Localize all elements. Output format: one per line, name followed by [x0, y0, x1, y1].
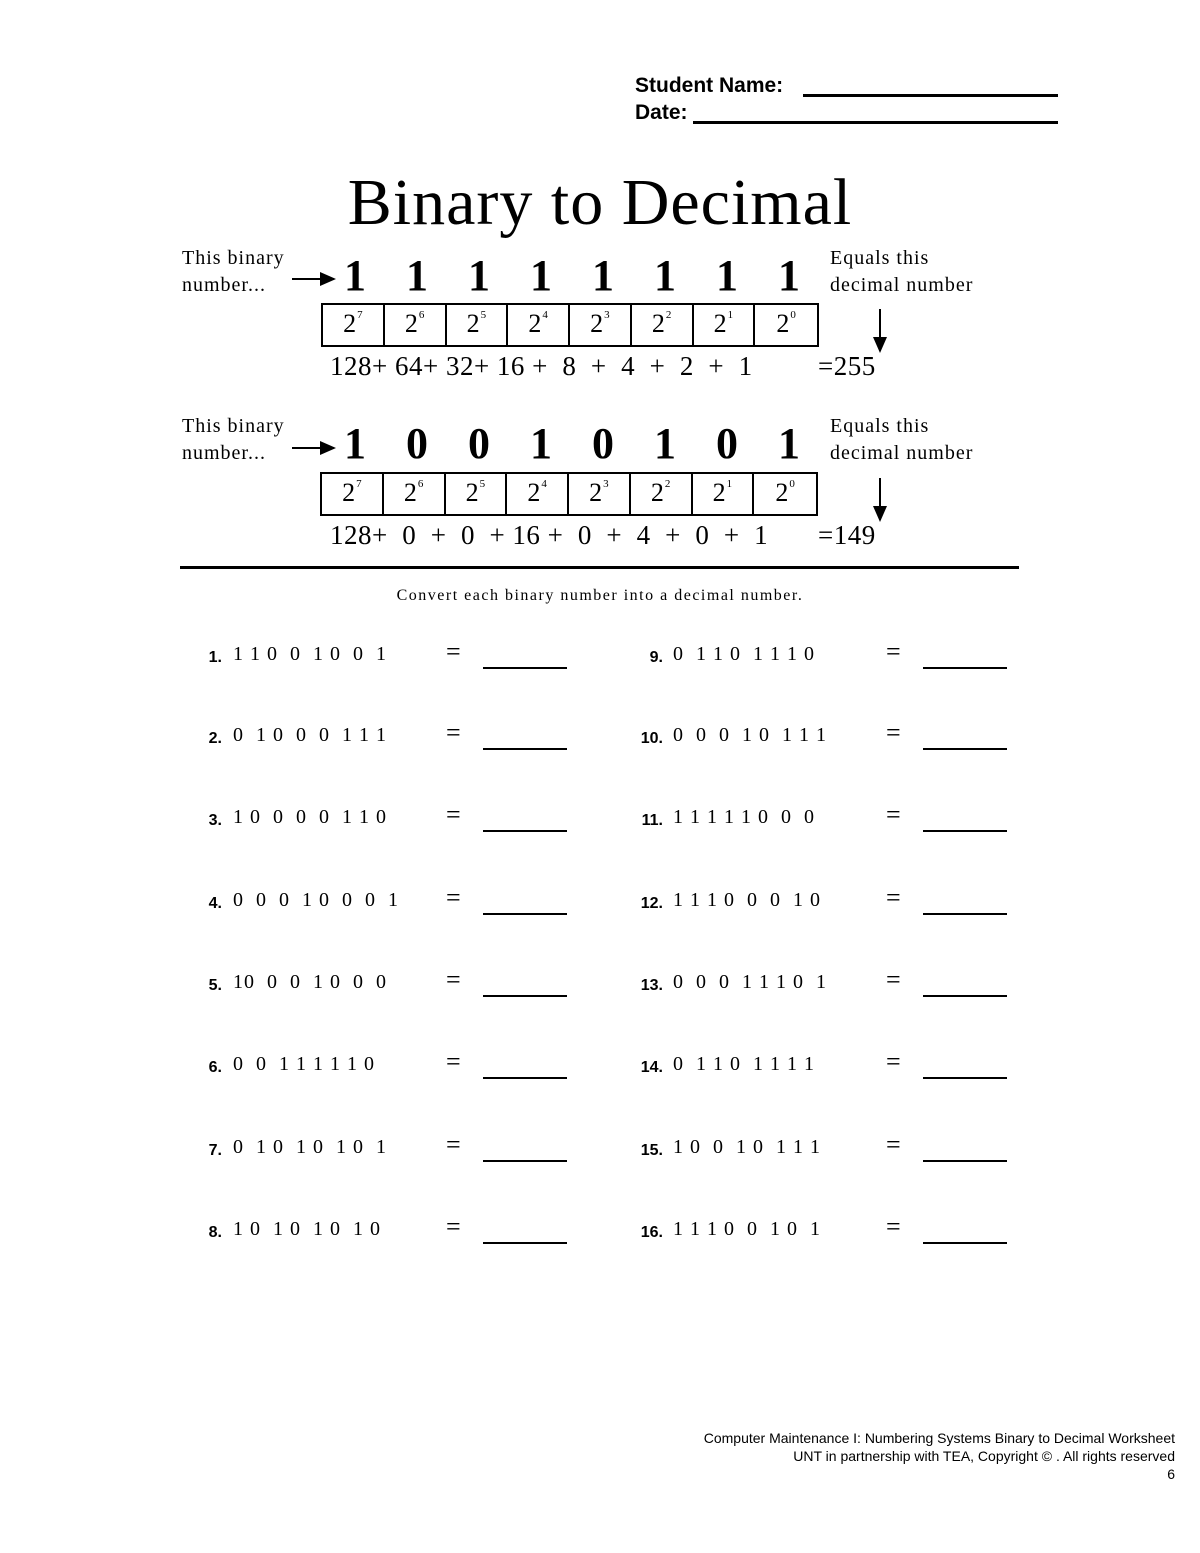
date-blank[interactable] — [693, 121, 1058, 124]
power-cell: $2^0$ — [775, 478, 795, 507]
example-2-sum: 128+ 0 + 0 + 16 + 0 + 4 + 0 + 1 — [330, 520, 769, 550]
down-arrow-icon — [879, 309, 881, 351]
date-label: Date: — [635, 101, 688, 124]
example-1-sum: 128+ 64+ 32+ 16 + 8 + 4 + 2 + 1 — [330, 351, 753, 381]
binary-value: 0 0 0 1 0 0 0 1 — [233, 889, 399, 911]
problem-number: 1. — [208, 649, 222, 666]
equals-sign: = — [446, 1212, 461, 1241]
bit: 1 — [530, 419, 552, 468]
power-cell: $2^6$ — [385, 305, 447, 345]
binary-value: 1 1 1 1 1 0 0 0 — [673, 806, 815, 828]
bit: 0 — [592, 419, 614, 468]
footer-copyright-line: UNT in partnership with TEA, Copyright © . All rights reserved — [793, 1448, 1175, 1464]
problem-number: 14. — [640, 1059, 663, 1076]
equals-sign: = — [446, 718, 461, 747]
answer-blank[interactable] — [483, 830, 567, 832]
power-cell: $2^4$ — [507, 474, 569, 514]
power-cell: $2^6$ — [384, 474, 446, 514]
bit: 1 — [406, 251, 428, 300]
example-1-bits — [324, 253, 820, 299]
student-name-line — [635, 74, 1060, 98]
bit: 1 — [592, 251, 614, 300]
page-title: Binary to Decimal — [347, 166, 853, 239]
example-2-result: =149 — [818, 520, 876, 550]
problem-11 — [620, 800, 1020, 836]
answer-blank[interactable] — [923, 830, 1007, 832]
power-cell: $2^3$ — [569, 474, 631, 514]
power-cell: $2^4$ — [508, 305, 570, 345]
bit: 1 — [344, 251, 366, 300]
problem-8 — [180, 1212, 580, 1248]
binary-value: 10 0 0 1 0 0 0 — [233, 971, 387, 993]
equals-sign: = — [446, 965, 461, 994]
problem-5 — [180, 965, 580, 1001]
example-1-left-label: This binary number... — [182, 247, 285, 296]
answer-blank[interactable] — [483, 913, 567, 915]
problem-16 — [620, 1212, 1020, 1248]
bit: 1 — [530, 251, 552, 300]
problem-13 — [620, 965, 1020, 1001]
binary-value: 1 0 0 1 0 1 1 1 — [673, 1136, 821, 1158]
power-cell: $2^7$ — [322, 474, 384, 514]
page-number: 6 — [1167, 1466, 1175, 1482]
problem-4 — [180, 883, 580, 919]
date-line — [635, 101, 1060, 125]
equals-sign: = — [446, 1047, 461, 1076]
equals-sign: = — [446, 1130, 461, 1159]
example-2-right-label: Equals this decimal number — [830, 415, 974, 464]
power-cell: $2^7$ — [323, 305, 385, 345]
problem-number: 3. — [208, 812, 222, 829]
power-cell: $2^5$ — [446, 474, 508, 514]
problem-12 — [620, 883, 1020, 919]
equals-sign: = — [446, 800, 461, 829]
bit: 1 — [344, 419, 366, 468]
example-1-right-label: Equals this decimal number — [830, 247, 974, 296]
problem-number: 2. — [208, 730, 222, 747]
problem-10 — [620, 718, 1020, 754]
power-cell: $2^3$ — [570, 305, 632, 345]
problem-2 — [180, 718, 580, 754]
problem-3 — [180, 800, 580, 836]
instructions: Convert each binary number into a decimal number. — [396, 587, 804, 604]
bit: 1 — [468, 251, 490, 300]
binary-value: 0 0 0 1 0 1 1 1 — [673, 724, 827, 746]
answer-blank[interactable] — [923, 1160, 1007, 1162]
problem-number: 4. — [208, 895, 222, 912]
answer-blank[interactable] — [483, 1077, 567, 1079]
answer-blank[interactable] — [483, 748, 567, 750]
problem-number: 10. — [640, 730, 663, 747]
binary-value: 0 0 1 1 1 1 1 0 — [233, 1053, 375, 1075]
equals-sign: = — [886, 883, 901, 912]
binary-value: 0 0 0 1 1 1 0 1 — [673, 971, 827, 993]
answer-blank[interactable] — [923, 667, 1007, 669]
answer-blank[interactable] — [483, 667, 567, 669]
equals-sign: = — [886, 637, 901, 666]
problem-1 — [180, 637, 580, 673]
power-cell: $2^1$ — [694, 305, 756, 345]
answer-blank[interactable] — [923, 1242, 1007, 1244]
problem-number: 13. — [640, 977, 663, 994]
example-2-powers — [320, 472, 818, 516]
power-cell: $2^0$ — [776, 309, 796, 338]
problem-number: 15. — [640, 1142, 663, 1159]
answer-blank[interactable] — [483, 1242, 567, 1244]
answer-blank[interactable] — [923, 1077, 1007, 1079]
power-cell: $2^5$ — [447, 305, 509, 345]
example-1-powers — [321, 303, 819, 347]
answer-blank[interactable] — [923, 913, 1007, 915]
footer-course-line: Computer Maintenance I: Numbering Systems Binary to Decimal Worksheet — [703, 1430, 1175, 1446]
binary-value: 1 0 1 0 1 0 1 0 — [233, 1218, 381, 1240]
equals-sign: = — [446, 637, 461, 666]
problem-15 — [620, 1130, 1020, 1166]
equals-sign: = — [886, 1047, 901, 1076]
binary-value: 0 1 0 0 0 1 1 1 — [233, 724, 387, 746]
problem-9 — [620, 637, 1020, 673]
example-2-left-label: This binary number... — [182, 415, 285, 464]
problem-number: 16. — [640, 1224, 663, 1241]
problem-6 — [180, 1047, 580, 1083]
student-name-blank[interactable] — [803, 94, 1058, 97]
problem-number: 8. — [208, 1224, 222, 1241]
equals-sign: = — [446, 883, 461, 912]
power-cell: $2^2$ — [632, 305, 694, 345]
equals-sign: = — [886, 800, 901, 829]
bit: 1 — [654, 419, 676, 468]
problem-7 — [180, 1130, 580, 1166]
bit: 1 — [654, 251, 676, 300]
binary-value: 1 0 0 0 0 1 1 0 — [233, 806, 387, 828]
binary-value: 0 1 1 0 1 1 1 0 — [673, 643, 815, 665]
student-name-label: Student Name: — [635, 74, 784, 97]
binary-value: 0 1 0 1 0 1 0 1 — [233, 1136, 387, 1158]
equals-sign: = — [886, 1130, 901, 1159]
bit: 1 — [778, 251, 800, 300]
problem-number: 11. — [641, 812, 663, 829]
bit: 0 — [468, 419, 490, 468]
binary-value: 1 1 1 0 0 0 1 0 — [673, 889, 821, 911]
down-arrow-icon — [879, 478, 881, 520]
problem-number: 9. — [649, 649, 663, 666]
problem-number: 5. — [208, 977, 222, 994]
answer-blank[interactable] — [923, 748, 1007, 750]
example-1-result: =255 — [818, 351, 876, 381]
example-2-bits — [324, 421, 820, 467]
power-cell: $2^2$ — [631, 474, 693, 514]
bit: 0 — [406, 419, 428, 468]
binary-value: 1 1 0 0 1 0 0 1 — [233, 643, 387, 665]
problem-number: 12. — [640, 895, 663, 912]
answer-blank[interactable] — [483, 1160, 567, 1162]
equals-sign: = — [886, 965, 901, 994]
problem-number: 6. — [208, 1059, 222, 1076]
bit: 0 — [716, 419, 738, 468]
section-divider — [180, 566, 1019, 569]
binary-value: 0 1 1 0 1 1 1 1 — [673, 1053, 815, 1075]
problem-number: 7. — [208, 1142, 222, 1159]
page-footer — [704, 1429, 1175, 1483]
problem-14 — [620, 1047, 1020, 1083]
bit: 1 — [716, 251, 738, 300]
bit: 1 — [778, 419, 800, 468]
answer-blank[interactable] — [483, 995, 567, 997]
equals-sign: = — [886, 1212, 901, 1241]
binary-value: 1 1 1 0 0 1 0 1 — [673, 1218, 821, 1240]
answer-blank[interactable] — [923, 995, 1007, 997]
power-cell: $2^1$ — [693, 474, 755, 514]
equals-sign: = — [886, 718, 901, 747]
